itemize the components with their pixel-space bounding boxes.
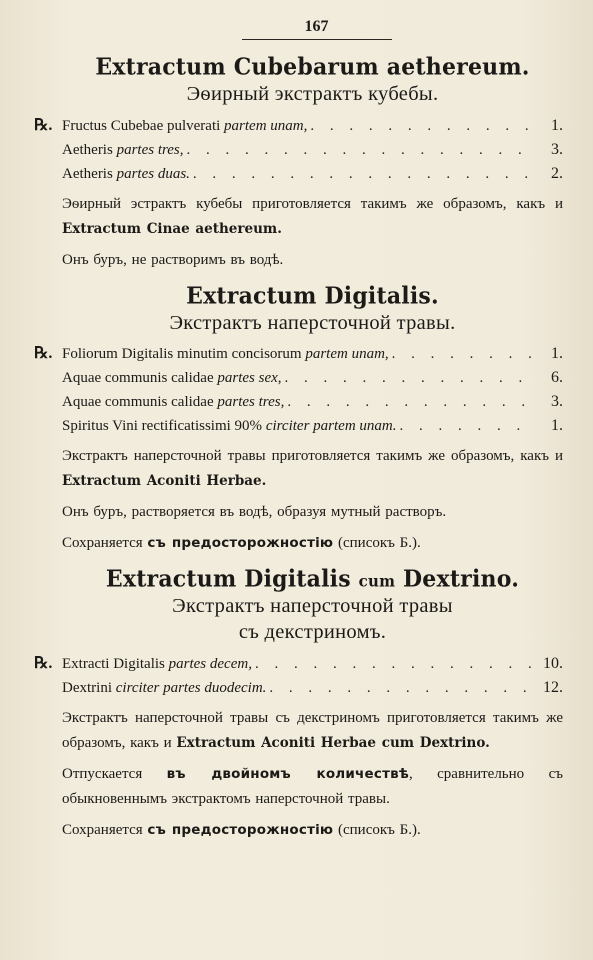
section-title-latin: Extractum Cubebarum aethereum. [95, 52, 530, 82]
paragraph-properties: Онъ буръ, не растворимъ въ водѣ. [62, 251, 284, 268]
ingredient-qty: 10. [543, 654, 563, 672]
ingredient-name: Extracti Digitalis [62, 655, 169, 672]
paragraph-storage: Сохраняется съ предосторожностію (списокъ Б.). [62, 821, 421, 838]
paragraph-preparation: Эѳирный эстрактъ кубебы приготовляется такимъ же образомъ, какъ и Extractum Cinae aethereum. [62, 195, 563, 237]
section-extractum-digitalis [34, 281, 563, 557]
ingredient-qty: 12. [543, 678, 563, 696]
ingredient-amount: circiter partes duodecim. [115, 679, 267, 696]
ingredient-name: Fructus Cubebae pulverati [62, 117, 225, 134]
ingredient-name: Dextrini [62, 679, 116, 696]
ingredient-name: Foliorum Digitalis minutim concisorum [62, 346, 306, 363]
section-title-latin: Extractum Digitalis cum Dextrino. [105, 565, 520, 594]
leader-dots [282, 366, 533, 390]
recipe-line [62, 366, 563, 390]
recipe-symbol: ℞. [34, 654, 53, 672]
emphasis: въ двойномъ количествѣ [166, 765, 409, 782]
recipe-line [62, 138, 563, 162]
recipe-line [34, 652, 563, 676]
recipe-line [34, 342, 563, 366]
leader-dots [389, 342, 533, 366]
ingredient-amount: partes duas. [116, 165, 190, 182]
recipe-line [34, 114, 563, 138]
ingredient-name: Aetheris [62, 141, 117, 158]
recipe-symbol: ℞. [34, 345, 53, 363]
paragraph-storage: Сохраняется съ предосторожностію (списокъ Б.). [62, 535, 421, 552]
paragraph-preparation: Экстрактъ наперсточной травы съ декстриномъ приготовляется такимъ же образомъ, какъ и Extractum Aconiti Herbae cum Dextrino. [62, 709, 563, 751]
ingredient-amount: partes tres, [217, 394, 285, 411]
ingredient-amount: partes tres, [116, 141, 184, 158]
ingredient-name: Aquae communis calidae [62, 370, 218, 387]
recipe-line [62, 414, 563, 438]
ingredient-qty: 6. [551, 369, 563, 387]
page-number: 167 [242, 18, 392, 40]
paragraph-properties: Онъ буръ, растворяется въ водѣ, образуя мутный растворъ. [62, 504, 447, 521]
latin-reference: Extractum Aconiti Herbae cum Dextrino. [176, 734, 490, 751]
ingredient-amount: partes sex, [217, 370, 282, 387]
leader-dots [284, 390, 533, 414]
section-extractum-cubebarum [34, 52, 563, 273]
recipe-line [62, 162, 563, 186]
latin-reference: Extractum Cinae aethereum. [62, 220, 282, 237]
ingredient-name: Aquae communis calidae [62, 394, 218, 411]
section-extractum-digitalis-cum-dextrino [34, 565, 564, 842]
ingredient-qty: 3. [551, 393, 563, 411]
recipe-symbol: ℞. [34, 116, 53, 134]
recipe-line [62, 390, 563, 414]
section-title-latin: Extractum Digitalis. [186, 281, 439, 310]
paragraph-dispensing: Отпускается въ двойномъ количествѣ, сравнительно съ обыкновеннымъ экстрактомъ наперсточной травы. [62, 765, 564, 807]
ingredient-qty: 3. [551, 140, 563, 158]
ingredient-amount: partes decem, [168, 655, 252, 672]
recipe [34, 114, 563, 186]
leader-dots [184, 138, 533, 162]
emphasis: съ предосторожностію [147, 821, 334, 838]
paragraph-preparation: Экстрактъ наперсточной травы приготовляется такимъ же образомъ, какъ и Extractum Aconiti Herbae. [62, 448, 563, 490]
leader-dots [307, 114, 533, 138]
leader-dots [190, 162, 533, 186]
leader-dots [252, 652, 533, 676]
ingredient-amount: partem unam, [305, 346, 389, 363]
ingredient-qty: 2. [551, 164, 563, 182]
emphasis: съ предосторожностію [147, 535, 334, 552]
ingredient-amount: partem unam, [224, 117, 308, 134]
ingredient-qty: 1. [551, 116, 563, 134]
recipe-line [62, 676, 563, 700]
recipe [34, 342, 563, 438]
latin-reference: Extractum Aconiti Herbae. [62, 473, 267, 490]
section-title-russian: Экстрактъ наперсточной травы. [169, 311, 456, 334]
ingredient-qty: 1. [551, 345, 563, 363]
leader-dots [266, 676, 533, 700]
ingredient-qty: 1. [551, 417, 563, 435]
leader-dots [396, 414, 533, 438]
ingredient-name: Spiritus Vini rectificatissimi 90% [62, 418, 266, 435]
section-title-russian: Экстрактъ наперсточной травы съ декстриномъ. [172, 595, 453, 643]
section-title-russian: Эѳирный экстрактъ кубебы. [186, 83, 439, 105]
recipe [34, 652, 563, 700]
ingredient-name: Aetheris [62, 165, 117, 182]
ingredient-amount: circiter partem unam. [265, 418, 397, 435]
